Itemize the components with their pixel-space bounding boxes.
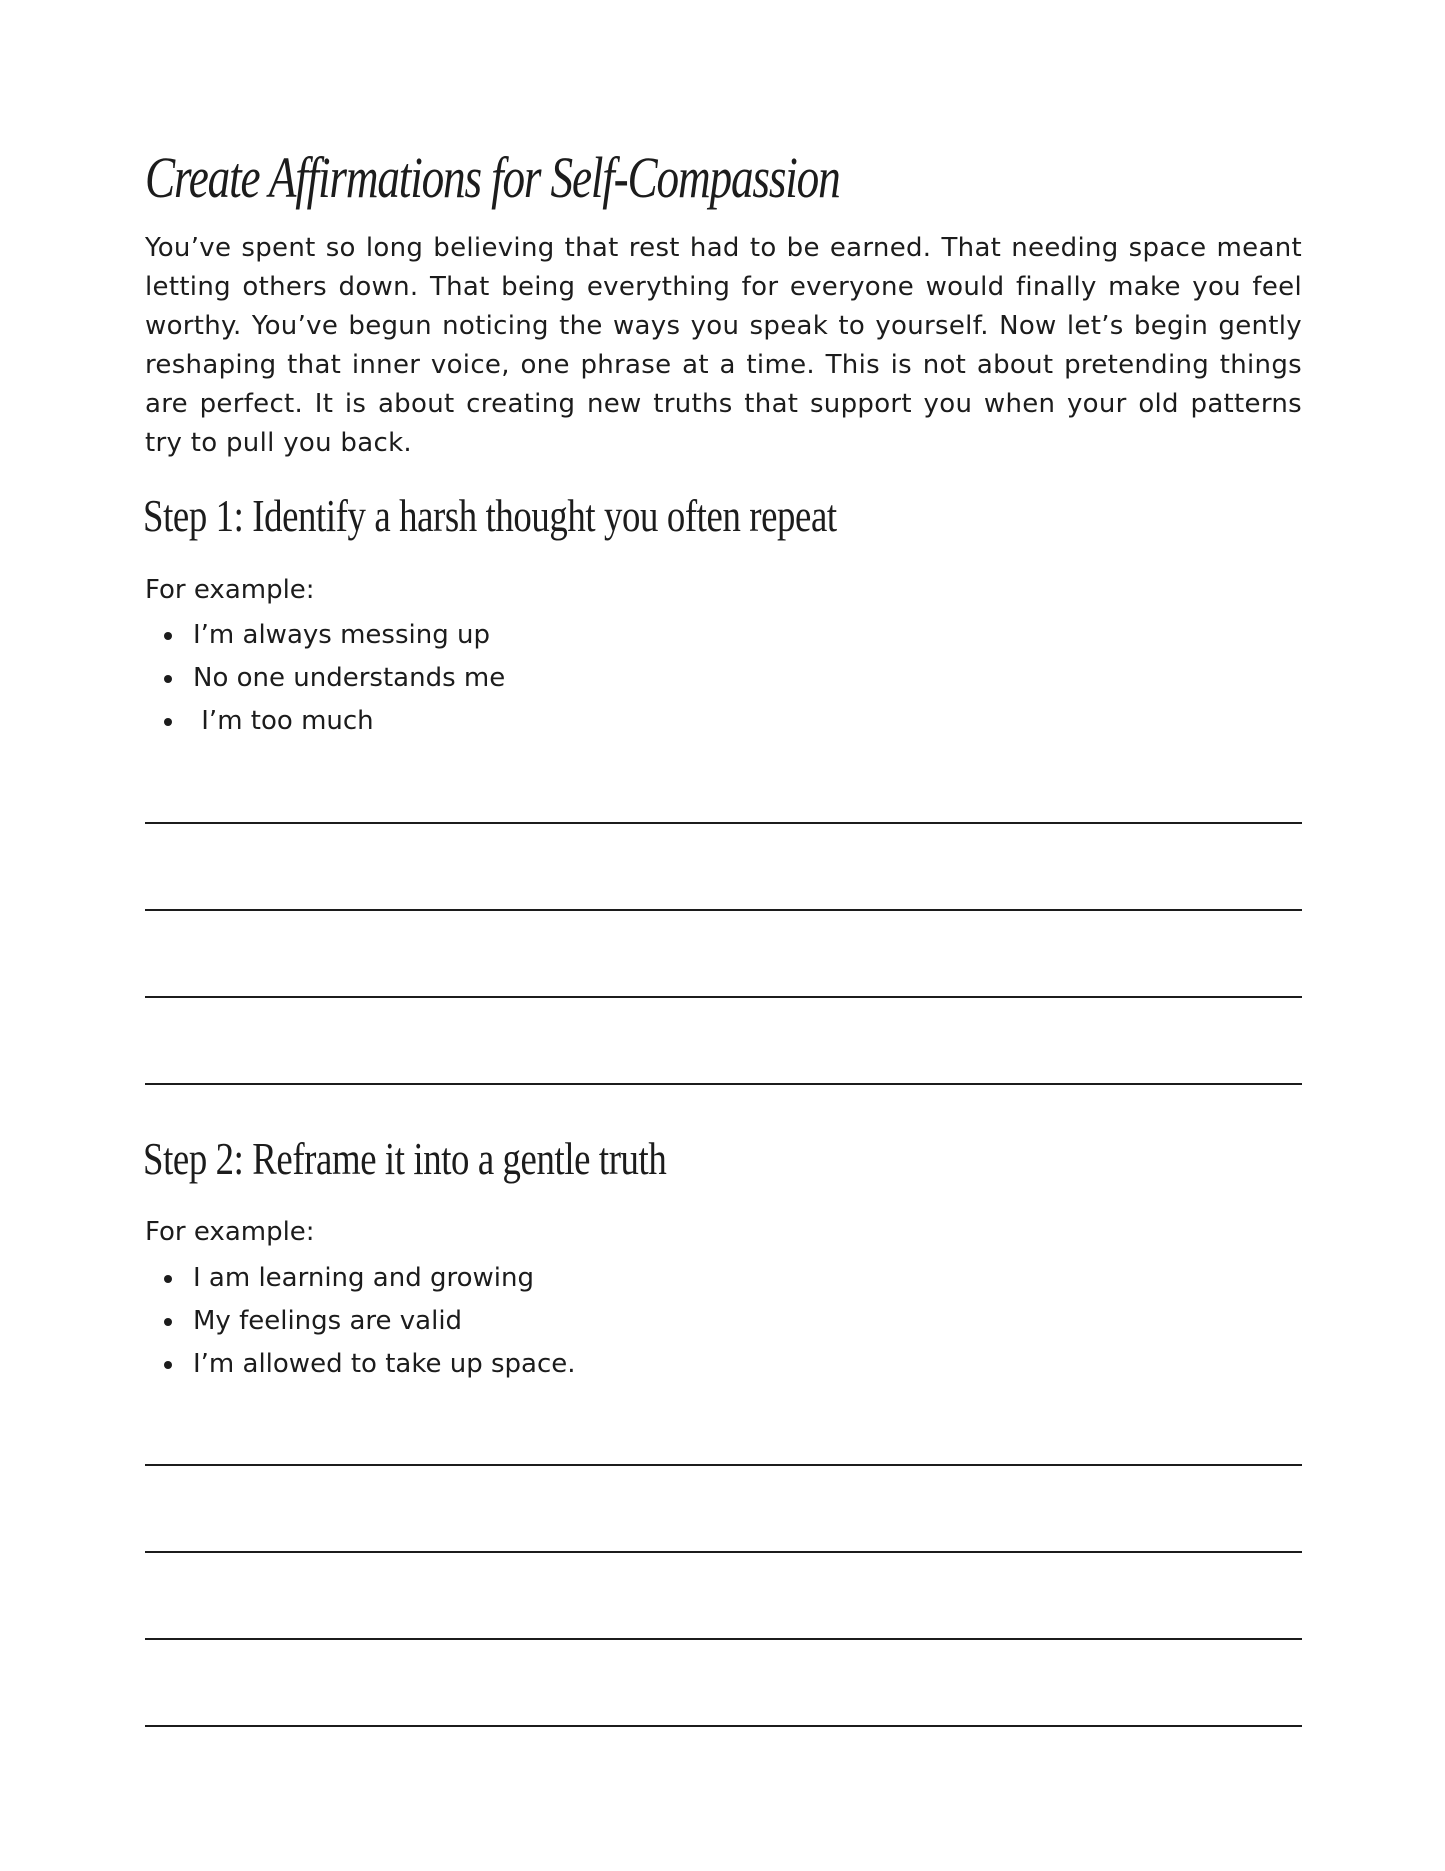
example-text: My feelings are valid bbox=[193, 1306, 463, 1336]
bullet-icon bbox=[164, 632, 172, 640]
example-text: I’m too much bbox=[193, 706, 374, 736]
worksheet-page bbox=[145, 0, 1302, 1871]
writing-line[interactable] bbox=[145, 996, 1302, 998]
bullet-icon bbox=[164, 718, 172, 726]
list-item bbox=[145, 657, 505, 700]
bullet-icon bbox=[164, 1275, 172, 1283]
step-2-heading: Step 2: Reframe it into a gentle truth bbox=[143, 1133, 667, 1184]
writing-line[interactable] bbox=[145, 1725, 1302, 1727]
step-2-examples-list bbox=[145, 1257, 576, 1386]
step-1-heading: Step 1: Identify a harsh thought you often repeat bbox=[143, 490, 837, 541]
list-item bbox=[145, 614, 505, 657]
step-1-example-label: For example: bbox=[145, 575, 315, 605]
step-2-example-label: For example: bbox=[145, 1217, 315, 1247]
writing-line[interactable] bbox=[145, 1083, 1302, 1085]
writing-line[interactable] bbox=[145, 1464, 1302, 1466]
example-text: I’m always messing up bbox=[193, 620, 490, 650]
page-title: Create Affirmations for Self-Compassion bbox=[145, 145, 840, 210]
example-text: I am learning and growing bbox=[193, 1263, 534, 1293]
list-item bbox=[145, 1343, 576, 1386]
writing-line[interactable] bbox=[145, 909, 1302, 911]
intro-paragraph: You’ve spent so long believing that rest had to be earned. That needing space meant letting others down. That being everything for everyone would finally make you feel worthy. You’ve begun noticing the ways you speak to yourself. Now let’s begin gently reshaping that inner voice, one phrase at a time. This is not about pretending things are perfect. It is about creating new truths that support you when your old patterns try to pull you back. bbox=[145, 233, 1302, 458]
bullet-icon bbox=[164, 675, 172, 683]
bullet-icon bbox=[164, 1318, 172, 1326]
writing-line[interactable] bbox=[145, 822, 1302, 824]
writing-line[interactable] bbox=[145, 1638, 1302, 1640]
step-1-examples-list bbox=[145, 614, 505, 743]
list-item bbox=[145, 700, 505, 743]
list-item bbox=[145, 1300, 576, 1343]
list-item bbox=[145, 1257, 576, 1300]
bullet-icon bbox=[164, 1361, 172, 1369]
writing-line[interactable] bbox=[145, 1551, 1302, 1553]
example-text: I’m allowed to take up space. bbox=[193, 1349, 576, 1379]
example-text: No one understands me bbox=[193, 663, 506, 693]
